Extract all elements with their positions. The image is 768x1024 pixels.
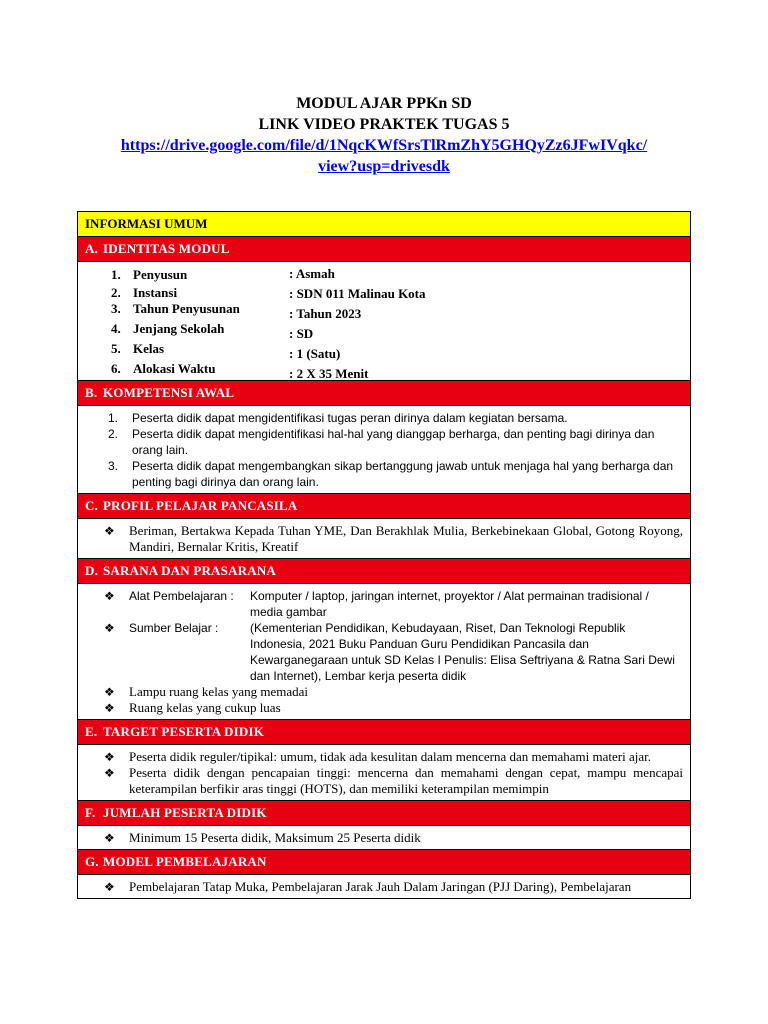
key-value-row xyxy=(129,620,683,684)
list-item xyxy=(85,410,683,426)
identitas-number: 3. xyxy=(111,301,121,316)
list-text: Peserta didik dengan pencapaian tinggi: mencerna dan memahami dengan cepat, mampu mencapai keterampilan berfikir aras tinggi (HOTS), dan memiliki keterampilan memimpin xyxy=(129,765,683,796)
section-heading-text: PROFIL PELAJAR PANCASILA xyxy=(103,498,298,513)
identitas-number: 2. xyxy=(111,285,121,300)
bullet-icon: ❖ xyxy=(104,524,115,538)
jumlah-body xyxy=(78,826,691,850)
key-value-row xyxy=(129,588,683,620)
list-item xyxy=(85,426,683,458)
identitas-label: Kelas xyxy=(133,341,165,356)
identitas-label: Instansi xyxy=(133,285,178,300)
video-link-line1[interactable]: https://drive.google.com/file/d/1NqcKWfSrsTlRmZhY5GHQyZz6JFwIVqkc/ xyxy=(120,137,648,154)
profil-list xyxy=(85,523,683,555)
identitas-body xyxy=(78,262,691,381)
profil-body xyxy=(78,519,691,559)
list-item xyxy=(85,749,683,765)
section-letter: C. xyxy=(85,498,99,513)
section-letter: A. xyxy=(85,241,99,256)
identitas-value: : Tahun 2023 xyxy=(289,306,362,321)
section-model-heading xyxy=(78,850,691,875)
target-body xyxy=(78,745,691,801)
sarana-list xyxy=(85,588,683,716)
list-text: Peserta didik dapat mengidentifikasi tugas peran dirinya dalam kegiatan bersama. xyxy=(132,411,568,425)
list-text: Lampu ruang kelas yang memadai xyxy=(129,684,309,699)
list-text: Peserta didik dapat mengidentifikasi hal-hal yang dianggap berharga, dan penting bagi dirinya dan orang lain. xyxy=(132,427,655,457)
identitas-value: : Asmah xyxy=(289,266,335,281)
identitas-label-row xyxy=(111,320,224,338)
kompetensi-body xyxy=(78,406,691,494)
kv-key: Alat Pembelajaran : xyxy=(129,589,234,603)
list-number: 2. xyxy=(108,427,119,441)
list-item xyxy=(85,588,683,620)
list-number: 1. xyxy=(108,411,119,425)
identitas-number: 5. xyxy=(111,341,121,356)
identitas-value: : 2 X 35 Menit xyxy=(289,366,369,381)
module-table xyxy=(77,211,691,899)
section-heading-text: SARANA DAN PRASARANA xyxy=(103,563,277,578)
list-item xyxy=(85,765,683,797)
list-number: 3. xyxy=(108,459,119,473)
section-sarana-heading xyxy=(78,559,691,584)
list-item xyxy=(85,830,683,846)
video-link[interactable] xyxy=(0,136,768,156)
list-item xyxy=(85,458,683,490)
bullet-icon: ❖ xyxy=(104,831,115,845)
identitas-list xyxy=(85,262,683,380)
section-heading-text: IDENTITAS MODUL xyxy=(103,241,230,256)
section-target-heading xyxy=(78,720,691,745)
identitas-number: 1. xyxy=(111,267,121,282)
target-list xyxy=(85,749,683,797)
kompetensi-list xyxy=(85,410,683,490)
identitas-number: 4. xyxy=(111,321,121,336)
identitas-number: 6. xyxy=(111,361,121,376)
section-letter: F. xyxy=(85,805,96,820)
section-heading-text: JUMLAH PESERTA DIDIK xyxy=(103,805,267,820)
doc-title: MODUL AJAR PPKn SD xyxy=(296,95,472,112)
video-link-cont[interactable] xyxy=(0,157,768,177)
section-informasi-umum: INFORMASI UMUM xyxy=(78,212,691,237)
identitas-label-row xyxy=(111,266,187,284)
doc-subtitle: LINK VIDEO PRAKTEK TUGAS 5 xyxy=(258,116,510,133)
bullet-icon: ❖ xyxy=(104,685,115,699)
identitas-label: Jenjang Sekolah xyxy=(133,321,225,336)
identitas-label-row xyxy=(111,360,216,378)
identitas-label-row xyxy=(111,300,240,318)
identitas-value: : SDN 011 Malinau Kota xyxy=(289,286,426,301)
section-letter: E. xyxy=(85,724,98,739)
model-body xyxy=(78,875,691,899)
list-text: Pembelajaran Tatap Muka, Pembelajaran Jarak Jauh Dalam Jaringan (PJJ Daring), Pembelajaran xyxy=(129,879,632,894)
bullet-icon: ❖ xyxy=(104,589,115,603)
bullet-icon: ❖ xyxy=(104,880,115,894)
bullet-icon: ❖ xyxy=(104,766,115,780)
section-profil-heading xyxy=(78,494,691,519)
identitas-label-row xyxy=(111,340,164,358)
kv-value: (Kementerian Pendidikan, Kebudayaan, Riset, Dan Teknologi Republik Indonesia, 2021 Buku Panduan Guru Pendidikan Pancasila dan Kewarganegaraan untuk SD Kelas I Penulis: Elisa Seftriyana & Ratna Sari Dewi dan Internet), Lembar kerja peserta didik xyxy=(250,621,675,683)
bullet-icon: ❖ xyxy=(104,701,115,715)
identitas-value: : 1 (Satu) xyxy=(289,346,341,361)
bullet-icon: ❖ xyxy=(104,621,115,635)
section-letter: D. xyxy=(85,563,99,578)
section-jumlah-heading xyxy=(78,801,691,826)
section-heading-text: TARGET PESERTA DIDIK xyxy=(103,724,265,739)
list-text: Beriman, Bertakwa Kepada Tuhan YME, Dan Berakhlak Mulia, Berkebinekaan Global, Gotong Royong, Mandiri, Bernalar Kritis, Kreatif xyxy=(129,523,683,554)
model-list xyxy=(85,879,683,895)
identitas-value: : SD xyxy=(289,326,314,341)
video-link-line2[interactable]: view?usp=drivesdk xyxy=(318,158,450,175)
list-item xyxy=(85,620,683,684)
identitas-label: Penyusun xyxy=(133,267,188,282)
sarana-body xyxy=(78,584,691,720)
list-text: Ruang kelas yang cukup luas xyxy=(129,700,281,715)
section-kompetensi-heading xyxy=(78,381,691,406)
bullet-icon: ❖ xyxy=(104,750,115,764)
kv-key: Sumber Belajar : xyxy=(129,621,219,635)
list-item xyxy=(85,879,683,895)
section-identitas-heading xyxy=(78,237,691,262)
list-item xyxy=(85,700,683,716)
section-letter: G. xyxy=(85,854,99,869)
section-heading-text: MODEL PEMBELAJARAN xyxy=(103,854,267,869)
list-text: Peserta didik dapat mengembangkan sikap bertanggung jawab untuk menjaga hal yang berharga dan penting bagi dirinya dan orang lain. xyxy=(132,459,674,489)
identitas-label: Tahun Penyusunan xyxy=(133,301,240,316)
list-item xyxy=(85,523,683,555)
list-item xyxy=(85,684,683,700)
list-text: Minimum 15 Peserta didik, Maksimum 25 Peserta didik xyxy=(129,830,421,845)
jumlah-list xyxy=(85,830,683,846)
kv-value: Komputer / laptop, jaringan internet, proyektor / Alat permainan tradisional / media gambar xyxy=(250,589,649,619)
identitas-label: Alokasi Waktu xyxy=(133,361,216,376)
section-letter: B. xyxy=(85,385,98,400)
section-heading-text: KOMPETENSI AWAL xyxy=(103,385,235,400)
list-text: Peserta didik reguler/tipikal: umum, tidak ada kesulitan dalam mencerna dan memahami materi ajar. xyxy=(129,749,651,764)
